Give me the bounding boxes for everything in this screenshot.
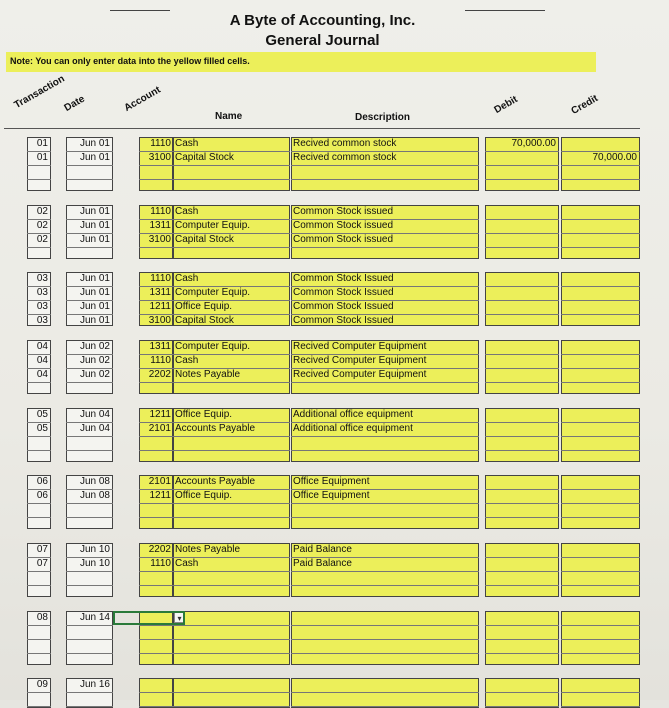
date-cell: Jun 10 [79, 558, 110, 569]
date-cell: Jun 01 [79, 138, 110, 149]
description-cell[interactable]: Common Stock Issued [293, 273, 394, 284]
transaction-cell: 04 [36, 341, 48, 352]
account-cell[interactable]: 3100 [148, 152, 171, 163]
row-gridline [27, 692, 51, 693]
credit-cell[interactable] [561, 272, 640, 286]
credit-cell[interactable] [561, 219, 640, 233]
row-gridline [27, 517, 51, 518]
name-cell[interactable]: Capital Stock [175, 152, 234, 163]
description-cell[interactable]: Common Stock issued [293, 220, 394, 231]
row-gridline [561, 436, 640, 437]
transaction-cell: 01 [36, 152, 48, 163]
row-gridline [27, 436, 51, 437]
debit-cell[interactable] [485, 219, 559, 233]
row-gridline [27, 450, 51, 451]
date-cell: Jun 14 [79, 612, 110, 623]
row-gridline [291, 503, 479, 504]
row-gridline [485, 692, 559, 693]
row-gridline [561, 639, 640, 640]
name-cell[interactable]: Cash [175, 206, 199, 217]
row-gridline [173, 247, 290, 248]
credit-cell[interactable]: 70,000.00 [592, 152, 637, 163]
row-gridline [173, 653, 290, 654]
row-gridline [139, 625, 173, 626]
row-gridline [561, 625, 640, 626]
description-cell[interactable]: Recived common stock [293, 152, 397, 163]
description-cell[interactable]: Common Stock issued [293, 206, 394, 217]
description-cell[interactable]: Additional office equipment [293, 423, 413, 434]
transaction-cell: 02 [36, 206, 48, 217]
row-gridline [66, 639, 113, 640]
row-gridline [291, 382, 479, 383]
debit-cell[interactable] [485, 340, 559, 354]
account-cell[interactable]: 1311 [149, 287, 171, 298]
debit-cell[interactable] [485, 354, 559, 368]
credit-cell[interactable] [561, 205, 640, 219]
row-gridline [561, 247, 640, 248]
credit-cell[interactable] [561, 137, 640, 151]
row-gridline [139, 517, 173, 518]
transaction-cell: 04 [36, 355, 48, 366]
account-cell[interactable]: 1211 [149, 409, 171, 420]
account-cell[interactable]: 1211 [149, 301, 171, 312]
col-header-transaction: Transaction [12, 73, 67, 111]
row-gridline [27, 382, 51, 383]
row-gridline [485, 382, 559, 383]
row-gridline [27, 625, 51, 626]
row-gridline [66, 625, 113, 626]
row-gridline [561, 165, 640, 166]
account-cell[interactable]: 1311 [149, 220, 171, 231]
credit-cell[interactable] [561, 286, 640, 300]
description-cell[interactable]: Common Stock Issued [293, 315, 394, 326]
header-divider [4, 128, 640, 129]
credit-cell[interactable] [561, 300, 640, 314]
name-cell[interactable]: Capital Stock [175, 315, 234, 326]
transaction-cell: 06 [36, 490, 48, 501]
debit-cell[interactable] [485, 678, 559, 692]
description-cell[interactable] [291, 611, 479, 625]
transaction-cell: 06 [36, 476, 48, 487]
credit-cell[interactable] [561, 543, 640, 557]
row-gridline [173, 585, 290, 586]
date-cell: Jun 08 [79, 476, 110, 487]
account-cell[interactable]: 2101 [148, 476, 171, 487]
date-cell: Jun 02 [79, 355, 110, 366]
row-gridline [66, 706, 113, 707]
date-cell: Jun 10 [79, 544, 110, 555]
row-gridline [561, 503, 640, 504]
name-cell[interactable]: Accounts Payable [175, 476, 256, 487]
credit-cell[interactable] [561, 408, 640, 422]
date-cell: Jun 01 [79, 287, 110, 298]
name-cell[interactable]: Notes Payable [175, 544, 241, 555]
row-gridline [485, 450, 559, 451]
row-gridline [173, 639, 290, 640]
row-gridline [66, 179, 113, 180]
description-cell[interactable]: Common Stock Issued [293, 301, 394, 312]
credit-cell[interactable] [561, 678, 640, 692]
date-cell: Jun 08 [79, 490, 110, 501]
row-gridline [139, 653, 173, 654]
name-cell[interactable]: Notes Payable [175, 369, 241, 380]
row-gridline [485, 625, 559, 626]
description-cell[interactable]: Office Equipment [293, 490, 370, 501]
row-gridline [291, 571, 479, 572]
name-cell[interactable]: Computer Equip. [175, 287, 251, 298]
row-gridline [291, 450, 479, 451]
transaction-cell: 04 [36, 369, 48, 380]
date-cell: Jun 01 [79, 273, 110, 284]
debit-cell[interactable] [485, 475, 559, 489]
row-gridline [66, 517, 113, 518]
top-border [110, 10, 170, 11]
credit-cell[interactable] [561, 422, 640, 436]
row-gridline [139, 692, 173, 693]
row-gridline [485, 436, 559, 437]
journal-title: General Journal [265, 32, 380, 49]
row-gridline [173, 706, 290, 707]
row-gridline [291, 517, 479, 518]
credit-cell[interactable] [561, 489, 640, 503]
description-cell[interactable]: Recived Computer Equipment [293, 355, 427, 366]
date-cell: Jun 04 [79, 409, 110, 420]
debit-cell[interactable]: 70,000.00 [511, 138, 556, 149]
row-gridline [139, 165, 173, 166]
row-gridline [27, 585, 51, 586]
transaction-cell: 03 [36, 301, 48, 312]
row-gridline [485, 706, 559, 707]
row-gridline [66, 165, 113, 166]
transaction-cell: 03 [36, 287, 48, 298]
row-gridline [139, 247, 173, 248]
row-gridline [173, 517, 290, 518]
row-gridline [485, 503, 559, 504]
description-cell[interactable]: Recived Computer Equipment [293, 341, 427, 352]
debit-cell[interactable] [485, 151, 559, 165]
debit-cell[interactable] [485, 422, 559, 436]
row-gridline [485, 179, 559, 180]
row-gridline [27, 179, 51, 180]
description-cell[interactable] [291, 678, 479, 692]
account-cell[interactable]: 1110 [150, 273, 171, 284]
name-cell[interactable]: Accounts Payable [175, 423, 256, 434]
date-cell: Jun 01 [79, 234, 110, 245]
row-gridline [173, 692, 290, 693]
note-banner: Note: You can only enter data into the yellow filled cells. [6, 52, 596, 72]
row-gridline [173, 165, 290, 166]
date-cell: Jun 01 [79, 206, 110, 217]
description-cell[interactable]: Paid Balance [293, 544, 352, 555]
transaction-cell: 03 [36, 273, 48, 284]
row-gridline [27, 653, 51, 654]
row-gridline [561, 653, 640, 654]
transaction-cell: 09 [36, 679, 48, 690]
account-cell[interactable]: 2202 [148, 544, 171, 555]
date-cell: Jun 04 [79, 423, 110, 434]
row-gridline [66, 382, 113, 383]
col-header-debit: Debit [492, 93, 520, 116]
name-cell[interactable] [173, 678, 290, 692]
transaction-cell: 02 [36, 234, 48, 245]
credit-cell[interactable] [561, 340, 640, 354]
account-cell[interactable]: 1110 [150, 558, 171, 569]
debit-cell[interactable] [485, 233, 559, 247]
col-header-date: Date [62, 93, 87, 114]
row-gridline [485, 247, 559, 248]
account-cell[interactable]: 1110 [150, 355, 171, 366]
credit-cell[interactable] [561, 475, 640, 489]
row-gridline [561, 706, 640, 707]
date-cell: Jun 16 [79, 679, 110, 690]
row-gridline [173, 179, 290, 180]
transaction-cell: 05 [36, 409, 48, 420]
row-gridline [561, 517, 640, 518]
row-gridline [485, 165, 559, 166]
account-cell[interactable]: 2101 [148, 423, 171, 434]
row-gridline [291, 247, 479, 248]
description-cell[interactable]: Recived Computer Equipment [293, 369, 427, 380]
row-gridline [139, 436, 173, 437]
row-gridline [485, 639, 559, 640]
row-gridline [27, 503, 51, 504]
name-cell[interactable]: Capital Stock [175, 234, 234, 245]
account-cell[interactable]: 2202 [148, 369, 171, 380]
row-gridline [27, 165, 51, 166]
active-cell-selection [113, 611, 185, 625]
name-cell[interactable]: Office Equip. [175, 409, 233, 420]
debit-cell[interactable] [485, 557, 559, 571]
debit-cell[interactable] [485, 286, 559, 300]
debit-cell[interactable] [485, 543, 559, 557]
row-gridline [139, 503, 173, 504]
name-cell[interactable]: Office Equip. [175, 301, 233, 312]
debit-cell[interactable] [485, 314, 559, 328]
name-cell[interactable]: Computer Equip. [175, 220, 251, 231]
row-gridline [291, 165, 479, 166]
row-gridline [27, 706, 51, 707]
credit-cell[interactable] [561, 368, 640, 382]
name-cell[interactable]: Office Equip. [175, 490, 233, 501]
col-header-description: Description [355, 112, 411, 123]
description-cell[interactable]: Common Stock issued [293, 234, 394, 245]
row-gridline [291, 625, 479, 626]
row-gridline [561, 179, 640, 180]
transaction-cell: 02 [36, 220, 48, 231]
debit-cell[interactable] [485, 489, 559, 503]
row-gridline [139, 382, 173, 383]
debit-cell[interactable] [485, 300, 559, 314]
row-gridline [173, 450, 290, 451]
date-cell: Jun 02 [79, 341, 110, 352]
row-gridline [173, 503, 290, 504]
row-gridline [139, 571, 173, 572]
debit-cell[interactable] [485, 408, 559, 422]
account-cell[interactable]: 1110 [150, 138, 171, 149]
row-gridline [485, 517, 559, 518]
row-gridline [27, 571, 51, 572]
row-gridline [291, 653, 479, 654]
col-header-name: Name [215, 111, 243, 122]
row-gridline [139, 706, 173, 707]
debit-cell[interactable] [485, 205, 559, 219]
row-gridline [485, 653, 559, 654]
debit-cell[interactable] [485, 368, 559, 382]
debit-cell[interactable] [485, 611, 559, 625]
date-cell: Jun 01 [79, 152, 110, 163]
credit-cell[interactable] [561, 557, 640, 571]
row-gridline [561, 450, 640, 451]
row-gridline [561, 585, 640, 586]
description-cell[interactable]: Recived common stock [293, 138, 397, 149]
credit-cell[interactable] [561, 611, 640, 625]
row-gridline [139, 585, 173, 586]
row-gridline [27, 639, 51, 640]
date-cell: Jun 01 [79, 315, 110, 326]
description-cell[interactable]: Paid Balance [293, 558, 352, 569]
row-gridline [291, 436, 479, 437]
row-gridline [139, 450, 173, 451]
date-cell: Jun 01 [79, 220, 110, 231]
top-border [465, 10, 545, 11]
row-gridline [66, 692, 113, 693]
row-gridline [291, 692, 479, 693]
transaction-cell: 07 [36, 558, 48, 569]
transaction-cell: 07 [36, 544, 48, 555]
transaction-cell: 05 [36, 423, 48, 434]
account-cell[interactable] [139, 678, 173, 692]
name-cell[interactable]: Cash [175, 558, 199, 569]
credit-cell[interactable] [561, 314, 640, 328]
row-gridline [561, 692, 640, 693]
name-cell[interactable]: Cash [175, 355, 199, 366]
credit-cell[interactable] [561, 354, 640, 368]
account-cell[interactable]: 3100 [148, 315, 171, 326]
row-gridline [173, 382, 290, 383]
row-gridline [561, 571, 640, 572]
transaction-cell: 01 [36, 138, 48, 149]
row-gridline [66, 247, 113, 248]
account-cell[interactable]: 1311 [149, 341, 171, 352]
col-header-credit: Credit [569, 93, 601, 117]
company-title: A Byte of Accounting, Inc. [229, 12, 416, 29]
account-cell[interactable]: 1110 [150, 206, 171, 217]
row-gridline [66, 450, 113, 451]
chevron-down-icon[interactable]: ▾ [174, 612, 185, 623]
date-cell: Jun 01 [79, 301, 110, 312]
row-gridline [66, 585, 113, 586]
description-cell[interactable]: Office Equipment [293, 476, 370, 487]
row-gridline [139, 179, 173, 180]
name-cell[interactable] [173, 611, 290, 625]
row-gridline [139, 639, 173, 640]
row-gridline [291, 706, 479, 707]
col-header-account: Account [122, 84, 163, 114]
debit-cell[interactable] [485, 272, 559, 286]
date-cell: Jun 02 [79, 369, 110, 380]
row-gridline [291, 179, 479, 180]
name-cell[interactable]: Cash [175, 273, 199, 284]
account-cell[interactable]: 3100 [148, 234, 171, 245]
transaction-cell: 03 [36, 315, 48, 326]
row-gridline [173, 625, 290, 626]
row-gridline [66, 653, 113, 654]
row-gridline [27, 247, 51, 248]
description-cell[interactable]: Common Stock Issued [293, 287, 394, 298]
row-gridline [66, 571, 113, 572]
row-gridline [66, 503, 113, 504]
row-gridline [291, 585, 479, 586]
transaction-cell: 08 [36, 612, 48, 623]
row-gridline [561, 382, 640, 383]
account-cell[interactable]: 1211 [149, 490, 171, 501]
row-gridline [66, 436, 113, 437]
description-cell[interactable]: Additional office equipment [293, 409, 413, 420]
name-cell[interactable]: Cash [175, 138, 199, 149]
credit-cell[interactable] [561, 233, 640, 247]
name-cell[interactable]: Computer Equip. [175, 341, 251, 352]
row-gridline [485, 571, 559, 572]
row-gridline [173, 436, 290, 437]
row-gridline [173, 571, 290, 572]
row-gridline [291, 639, 479, 640]
row-gridline [485, 585, 559, 586]
